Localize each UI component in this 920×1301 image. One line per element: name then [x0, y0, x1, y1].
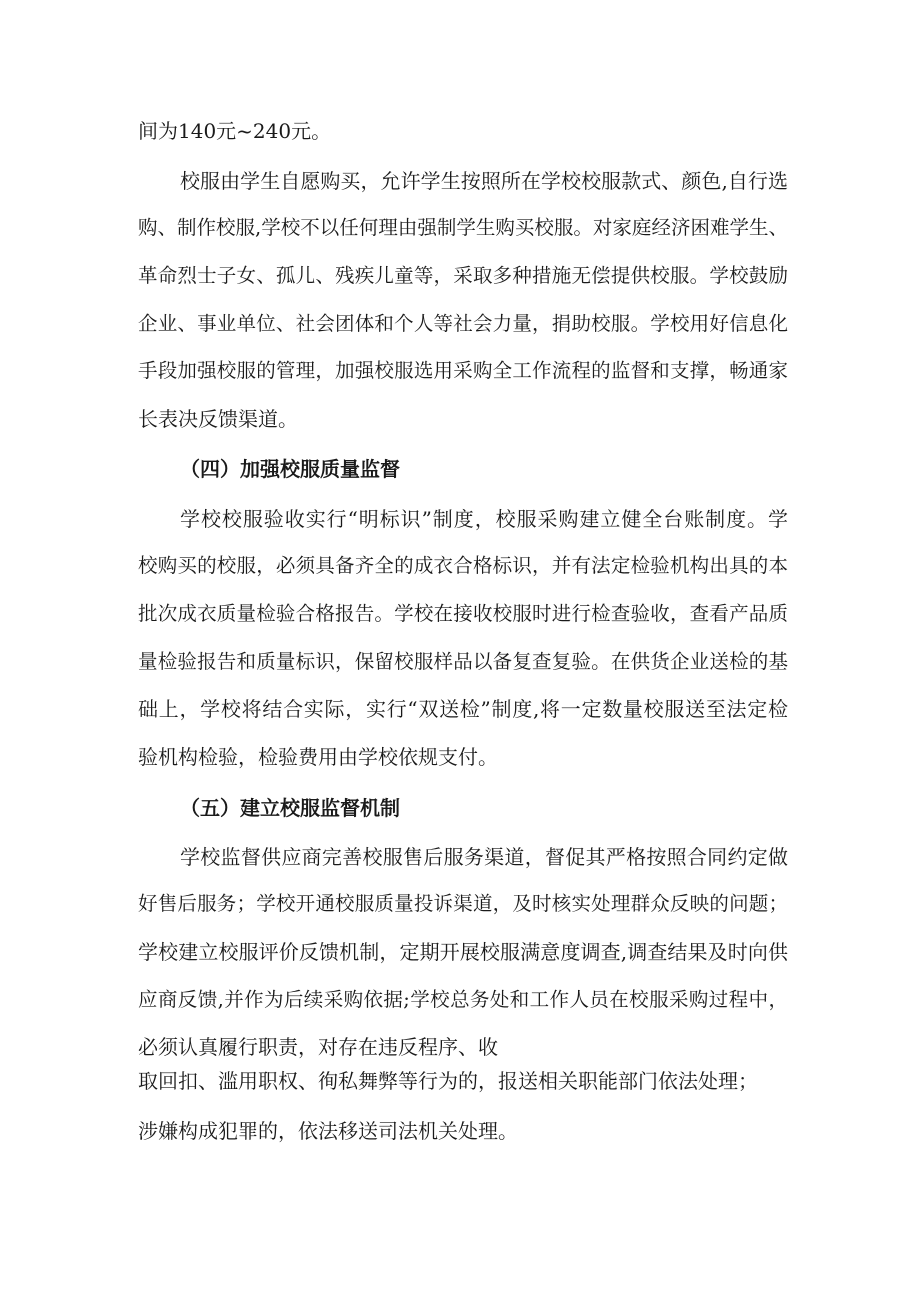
paragraph-line: 长表决反馈渠道。: [138, 407, 298, 431]
section-heading: （四）加强校服质量监督: [180, 457, 400, 481]
section-heading: （五）建立校服监督机制: [180, 796, 400, 820]
paragraph-line: 学校建立校服评价反馈机制，定期开展校服满意度调查,调查结果及时向供: [138, 940, 788, 964]
paragraph-line: 好售后服务；学校开通校服质量投诉渠道，及时核实处理群众反映的问题；: [138, 892, 788, 915]
paragraph-line: 应商反馈,并作为后续采购依据;学校总务处和工作人员在校服采购过程中，: [138, 988, 788, 1011]
paragraph-line: 手段加强校服的管理，加强校服选用采购全工作流程的监督和支撑，畅通家: [138, 359, 788, 382]
paragraph-line: 革命烈士子女、孤儿、残疾儿童等，采取多种措施无偿提供校服。学校鼓励: [138, 264, 788, 287]
paragraph-line: 必须认真履行职责，对存在违反程序、收: [138, 1035, 498, 1059]
paragraph-line: 取回扣、滥用职权、徇私舞弊等行为的，报送相关职能部门依法处理；: [138, 1069, 758, 1093]
paragraph-line: 批次成衣质量检验合格报告。学校在接收校服时进行检查验收，查看产品质: [138, 602, 788, 625]
paragraph-line: 间为140元~240元。: [138, 119, 332, 143]
paragraph-line: 涉嫌构成犯罪的，依法移送司法机关处理。: [138, 1119, 518, 1143]
paragraph-line: 购、制作校服,学校不以任何理由强制学生购买校服。对家庭经济困难学生、: [138, 216, 788, 239]
paragraph-line: 校服由学生自愿购买，允许学生按照所在学校校服款式、颜色,自行选: [180, 169, 788, 193]
paragraph-line: 验机构检验，检验费用由学校依规支付。: [138, 745, 498, 769]
paragraph-line: 校购买的校服，必须具备齐全的成衣合格标识，并有法定检验机构出具的本: [138, 554, 788, 577]
paragraph-line: 企业、事业单位、社会团体和个人等社会力量，捐助校服。学校用好信息化: [138, 312, 788, 335]
paragraph-line: 学校监督供应商完善校服售后服务渠道，督促其严格按照合同约定做: [180, 845, 788, 869]
paragraph-line: 础上，学校将结合实际，实行“双送检”制度,将一定数量校服送至法定检: [138, 697, 788, 721]
paragraph-line: 量检验报告和质量标识，保留校服样品以备复查复验。在供货企业送检的基: [138, 650, 788, 673]
paragraph-line: 学校校服验收实行“明标识”制度，校服采购建立健全台账制度。学: [180, 507, 788, 531]
